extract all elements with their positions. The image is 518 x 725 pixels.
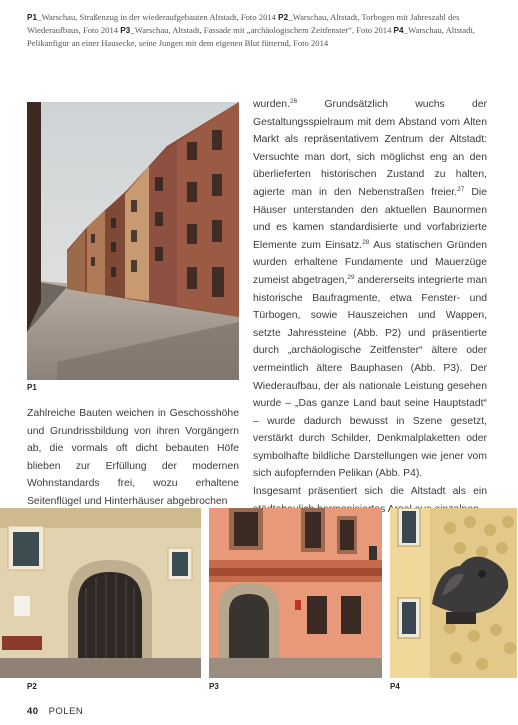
page-footer — [27, 706, 83, 717]
text-run: wurden. — [253, 99, 290, 110]
caption-text-p2: Warschau, Altstadt, Torbogen mit Jahreszahl des Wiederaufbaus, Foto 2014 — [27, 12, 460, 35]
footnote-ref: 28 — [362, 238, 370, 246]
photo-label-p2: P2 — [27, 682, 37, 691]
footnote-ref: 26 — [289, 98, 298, 105]
figure-captions — [27, 11, 497, 49]
caption-label-p4: P4_ — [393, 26, 409, 35]
caption-text-p3: Warschau, Altstadt, Fassade mit „archäologischem Zeitfenster“, Foto 2014 — [134, 25, 394, 35]
right-paragraph-1 — [253, 96, 487, 483]
text-run: Aus statischen Gründen wurden erhaltene Fundamente und Mauerzüge zumeist abgetragen, — [253, 239, 488, 286]
text-run: Grundsätzlich wuchs der Gestaltungsspielraum mit dem Abstand vom Alten Markt als repräsentativem Zentrum der Altstadt: Versuchte man dort, sich möglichst eng an den überlieferten historischen Zustand zu halten, agierte man in den Nebenstraßen freier. — [253, 99, 487, 198]
photo-p3-facade — [209, 508, 382, 678]
text-run: andererseits integrierte man historische Baufragmente, etwa Fenster- und Türbogen, sowie Hauszeichen und Wappen, setzte Jahressteine (Abb. P2) und präsentierte durch „archäologische Zeitfenster“ ältere oder vermeintlich ältere Bauphasen (Abb. P3). Der Wiederaufbau, der als nationale Leistung gesehen wurde – „Das ganze Land baut seine Hauptstadt“ – wurde dadurch bewusst in Szene gesetzt, verstärkt durch Schilder, Denkmalplaketten oder symbolhafte bildliche Darstellungen wie jener vom sich aufopfernden Pelikan (Abb. P4). — [253, 274, 487, 480]
photo-p1-street — [27, 102, 239, 380]
left-column-text — [27, 405, 239, 511]
photo-label-p3: P3 — [209, 682, 219, 691]
photo-label-p1: P1 — [27, 383, 37, 392]
caption-text-p4: Warschau, Altstadt, Pelikanfigur an einer Hausecke, seine Jungen mit dem eigenen Blut fütternd, Foto 2014 — [27, 25, 475, 48]
right-paragraph-2: Insgesamt präsentiert sich die Altstadt als ein — [253, 486, 487, 498]
left-paragraph: Zahlreiche Bauten weichen in Geschosshöhe und Grundrissbildung von ihren Vorgängern ab, die vormals oft dicht bebauten Höfe blieben zur Erfüllung der modernen Wohnstandards frei, wozu erhaltene Seitenflügel und Hinterhäuser abgebrochen — [27, 408, 239, 507]
right-column-text — [253, 96, 487, 518]
footnote-ref: 29 — [347, 273, 355, 281]
caption-text-p1: Warschau, Straßenzug in der wiederaufgebauten Altstadt, Foto 2014 — [41, 12, 279, 22]
photo-p4-pelican — [390, 508, 517, 678]
page-number: 40 — [27, 706, 39, 717]
caption-label-p2: P2_ — [278, 13, 293, 22]
section-title: POLEN — [48, 706, 84, 717]
caption-label-p3: P3_ — [120, 26, 135, 35]
text-run: Die Häuser unterstanden den aktuellen Baunormen und es kamen standardisierte und vorfabrizierte Elemente zum Einsatz. — [253, 186, 487, 251]
footnote-ref: 27 — [457, 185, 465, 193]
photo-p2-archway — [0, 508, 201, 678]
caption-label-p1: P1_ — [27, 13, 42, 22]
photo-label-p4: P4 — [390, 682, 400, 691]
